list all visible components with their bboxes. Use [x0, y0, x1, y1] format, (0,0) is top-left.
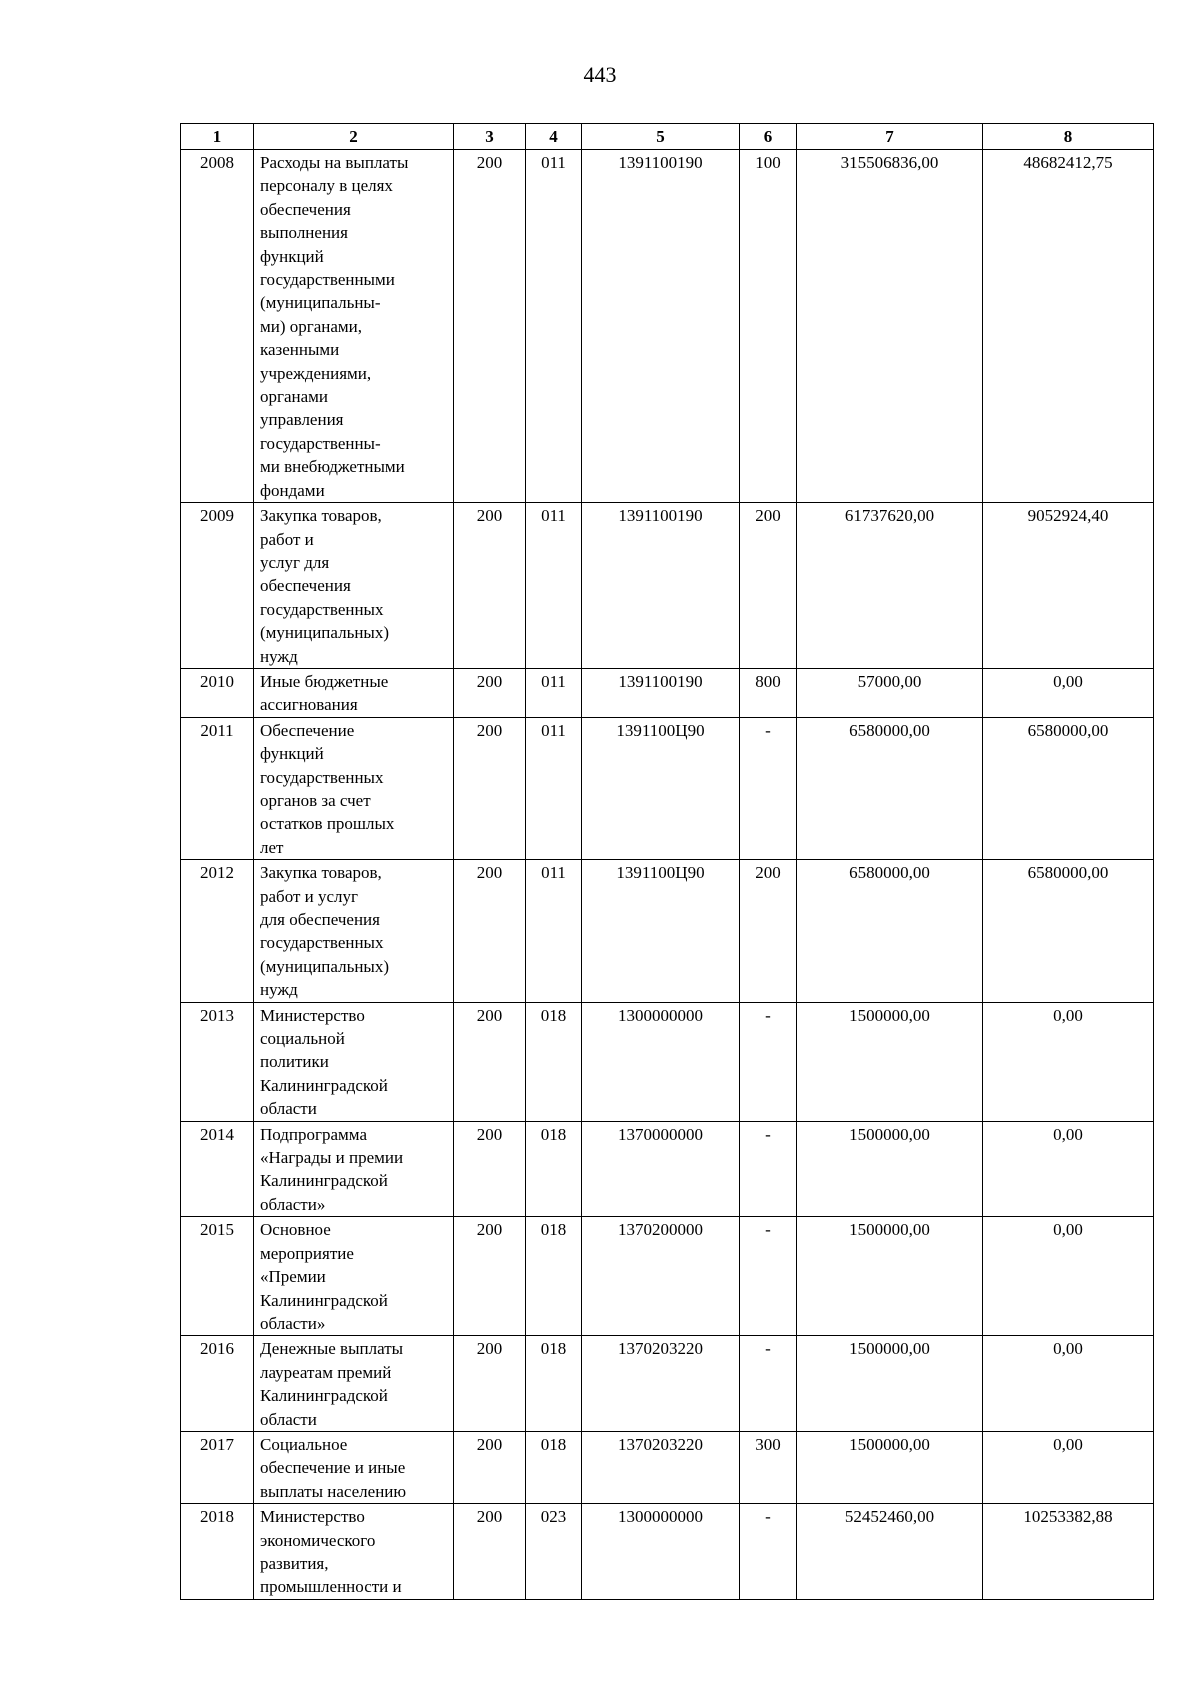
expense-type-code: 200: [740, 860, 797, 1002]
amount-executed: 10253382,88: [983, 1504, 1154, 1600]
amount-approved: 1500000,00: [797, 1336, 983, 1432]
amount-approved: 52452460,00: [797, 1504, 983, 1600]
expense-type-code: -: [740, 1002, 797, 1121]
amount-executed: 0,00: [983, 1217, 1154, 1336]
amount-approved: 6580000,00: [797, 717, 983, 859]
column-header: 3: [454, 124, 526, 150]
amount-approved: 315506836,00: [797, 150, 983, 503]
column-header: 4: [526, 124, 582, 150]
row-number: 2011: [181, 717, 254, 859]
expense-type-code: 200: [740, 503, 797, 669]
expense-name: Закупка товаров, работ и услуг для обеспечения государственных (муниципальных) нужд: [254, 503, 454, 669]
table-row: [181, 1431, 1154, 1503]
expense-type-code: 100: [740, 150, 797, 503]
target-item-code: 1391100190: [582, 503, 740, 669]
table-row: [181, 1217, 1154, 1336]
amount-approved: 57000,00: [797, 668, 983, 717]
ministry-code: 200: [454, 668, 526, 717]
expense-type-code: 300: [740, 1431, 797, 1503]
header-row: [181, 124, 1154, 150]
section-code: 018: [526, 1336, 582, 1432]
target-item-code: 1300000000: [582, 1504, 740, 1600]
column-header: 5: [582, 124, 740, 150]
ministry-code: 200: [454, 860, 526, 1002]
section-code: 011: [526, 503, 582, 669]
ministry-code: 200: [454, 150, 526, 503]
column-header: 1: [181, 124, 254, 150]
target-item-code: 1370203220: [582, 1431, 740, 1503]
ministry-code: 200: [454, 1217, 526, 1336]
expense-name: Иные бюджетные ассигнования: [254, 668, 454, 717]
row-number: 2013: [181, 1002, 254, 1121]
table-row: [181, 1336, 1154, 1432]
amount-approved: 1500000,00: [797, 1121, 983, 1217]
table-row: [181, 668, 1154, 717]
target-item-code: 1300000000: [582, 1002, 740, 1121]
section-code: 018: [526, 1121, 582, 1217]
amount-executed: 48682412,75: [983, 150, 1154, 503]
expense-name: Денежные выплаты лауреатам премий Калининградской области: [254, 1336, 454, 1432]
ministry-code: 200: [454, 1121, 526, 1217]
amount-executed: 0,00: [983, 668, 1154, 717]
expense-type-code: -: [740, 1504, 797, 1600]
row-number: 2015: [181, 1217, 254, 1336]
section-code: 018: [526, 1002, 582, 1121]
amount-executed: 0,00: [983, 1121, 1154, 1217]
row-number: 2018: [181, 1504, 254, 1600]
expense-name: Основное мероприятие «Премии Калининградской области»: [254, 1217, 454, 1336]
target-item-code: 1370200000: [582, 1217, 740, 1336]
budget-table: [180, 123, 1154, 1600]
column-header: 7: [797, 124, 983, 150]
target-item-code: 1391100Ц90: [582, 860, 740, 1002]
amount-executed: 6580000,00: [983, 860, 1154, 1002]
table-row: [181, 1002, 1154, 1121]
target-item-code: 1391100190: [582, 150, 740, 503]
expense-type-code: -: [740, 1217, 797, 1336]
expense-name: Социальное обеспечение и иные выплаты населению: [254, 1431, 454, 1503]
amount-executed: 6580000,00: [983, 717, 1154, 859]
amount-executed: 0,00: [983, 1002, 1154, 1121]
expense-name: Расходы на выплаты персоналу в целях обеспечения выполнения функций государственными (муниципальны- ми) органами, казенными учреждениями, органами управления государственны- ми внебюджетными фондами: [254, 150, 454, 503]
target-item-code: 1391100Ц90: [582, 717, 740, 859]
amount-approved: 1500000,00: [797, 1002, 983, 1121]
table-row: [181, 503, 1154, 669]
expense-name: Обеспечение функций государственных органов за счет остатков прошлых лет: [254, 717, 454, 859]
row-number: 2008: [181, 150, 254, 503]
expense-type-code: -: [740, 717, 797, 859]
section-code: 011: [526, 150, 582, 503]
amount-approved: 1500000,00: [797, 1217, 983, 1336]
column-header: 2: [254, 124, 454, 150]
table-row: [181, 1504, 1154, 1600]
expense-type-code: 800: [740, 668, 797, 717]
section-code: 011: [526, 717, 582, 859]
target-item-code: 1391100190: [582, 668, 740, 717]
table-body: [181, 124, 1154, 1600]
expense-name: Подпрограмма «Награды и премии Калининградской области»: [254, 1121, 454, 1217]
row-number: 2016: [181, 1336, 254, 1432]
ministry-code: 200: [454, 503, 526, 669]
amount-executed: 9052924,40: [983, 503, 1154, 669]
amount-approved: 6580000,00: [797, 860, 983, 1002]
target-item-code: 1370203220: [582, 1336, 740, 1432]
expense-name: Закупка товаров, работ и услуг для обеспечения государственных (муниципальных) нужд: [254, 860, 454, 1002]
row-number: 2017: [181, 1431, 254, 1503]
section-code: 018: [526, 1431, 582, 1503]
target-item-code: 1370000000: [582, 1121, 740, 1217]
ministry-code: 200: [454, 717, 526, 859]
expense-type-code: -: [740, 1121, 797, 1217]
section-code: 023: [526, 1504, 582, 1600]
column-header: 6: [740, 124, 797, 150]
expense-name: Министерство экономического развития, промышленности и: [254, 1504, 454, 1600]
expense-type-code: -: [740, 1336, 797, 1432]
section-code: 011: [526, 860, 582, 1002]
amount-executed: 0,00: [983, 1336, 1154, 1432]
ministry-code: 200: [454, 1431, 526, 1503]
row-number: 2009: [181, 503, 254, 669]
table-row: [181, 860, 1154, 1002]
amount-approved: 61737620,00: [797, 503, 983, 669]
section-code: 011: [526, 668, 582, 717]
row-number: 2014: [181, 1121, 254, 1217]
page-number: 443: [583, 62, 617, 87]
column-header: 8: [983, 124, 1154, 150]
table-row: [181, 150, 1154, 503]
expense-name: Министерство социальной политики Калининградской области: [254, 1002, 454, 1121]
table-row: [181, 717, 1154, 859]
table-row: [181, 1121, 1154, 1217]
amount-approved: 1500000,00: [797, 1431, 983, 1503]
ministry-code: 200: [454, 1002, 526, 1121]
ministry-code: 200: [454, 1336, 526, 1432]
row-number: 2012: [181, 860, 254, 1002]
row-number: 2010: [181, 668, 254, 717]
section-code: 018: [526, 1217, 582, 1336]
amount-executed: 0,00: [983, 1431, 1154, 1503]
ministry-code: 200: [454, 1504, 526, 1600]
